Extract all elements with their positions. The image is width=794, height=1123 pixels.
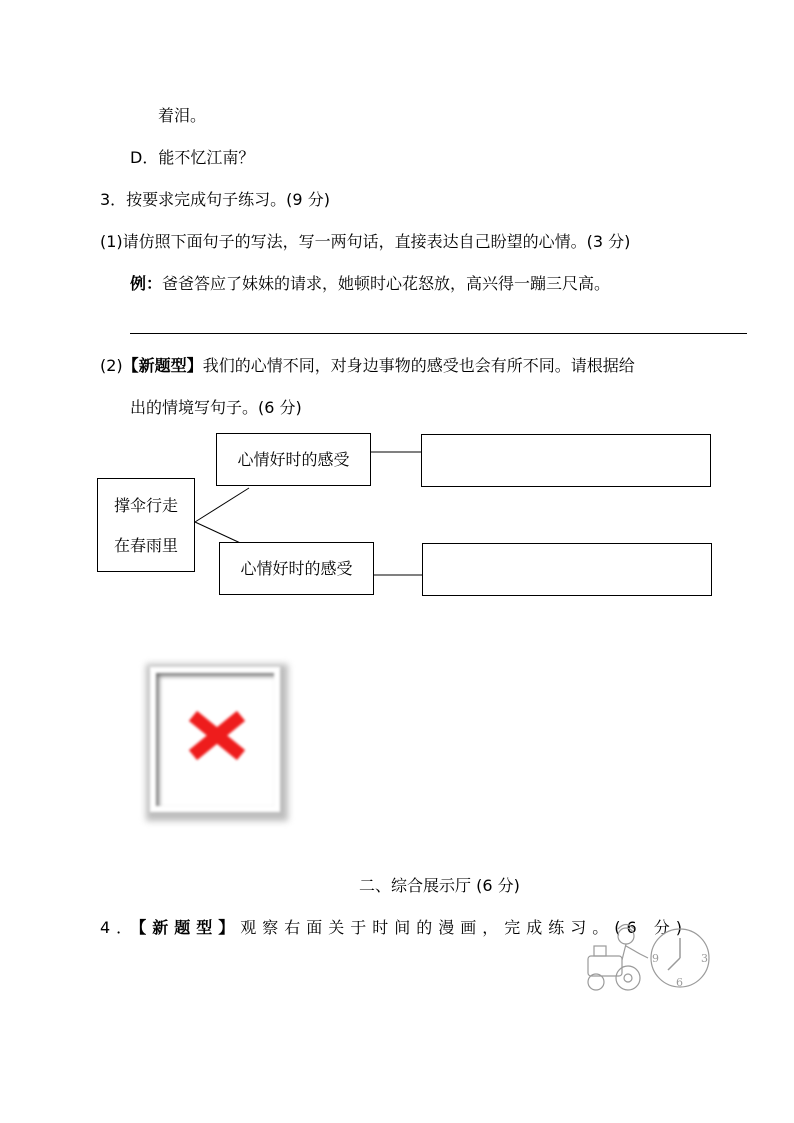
clock-number-3: 3 [701,952,708,965]
branch-bottom-label: 心情好时的感受 [240,558,353,578]
source-line2: 在春雨里 [113,536,178,555]
q4-number: 4． [100,918,139,937]
broken-image-x-icon [156,673,274,806]
source-box [97,478,195,572]
q2-tail-text: 着泪。 [158,106,207,125]
q3-part2-label-line2: 出的情境写句子。(6 分) [130,398,302,417]
branch-top-label: 心情好时的感受 [237,449,350,469]
broken-image-placeholder [150,667,280,812]
section2-heading: 二、综合展示厅 (6 分) [359,876,520,895]
q3-part1-label: (1)请仿照下面句子的写法，写一两句话，直接表达自己盼望的心情。(3 分) [100,232,631,251]
clock-number-9: 9 [652,952,659,965]
branch-top-box [216,433,371,486]
q4-new-type-tag: 【新题型】 [138,918,241,937]
q4-text: 观察右面关于时间的漫画，完成练习。(6 分) [240,918,688,937]
tractor-cab [594,946,606,956]
example-prefix: 例： [130,274,163,293]
q3-title: 3．按要求完成句子练习。(9 分) [100,190,330,209]
part2-number: (2) [100,356,123,375]
farmer-head [618,928,634,944]
source-line1: 撑伞行走 [113,496,178,515]
tractor-wheel-back [616,966,640,990]
clock-hands [668,938,680,970]
part2-text-line1: 我们的心情不同，对身边事物的感受也会有所不同。请根据给 [202,356,635,375]
q2-option-d: D．能不忆江南？ [130,148,255,167]
new-type-tag: 【新题型】 [122,356,203,375]
clock-number-6: 6 [676,976,683,989]
broken-image-frame [156,673,274,806]
answer-box-bottom[interactable] [422,543,712,596]
connector-to-top [195,488,249,522]
answer-box-top[interactable] [421,434,711,487]
farmer-body [622,944,648,960]
time-comic-illustration [582,912,712,994]
branch-bottom-box [219,542,374,595]
example-text: 爸爸答应了妹妹的请求，她顿时心花怒放，高兴得一蹦三尺高。 [162,274,611,293]
